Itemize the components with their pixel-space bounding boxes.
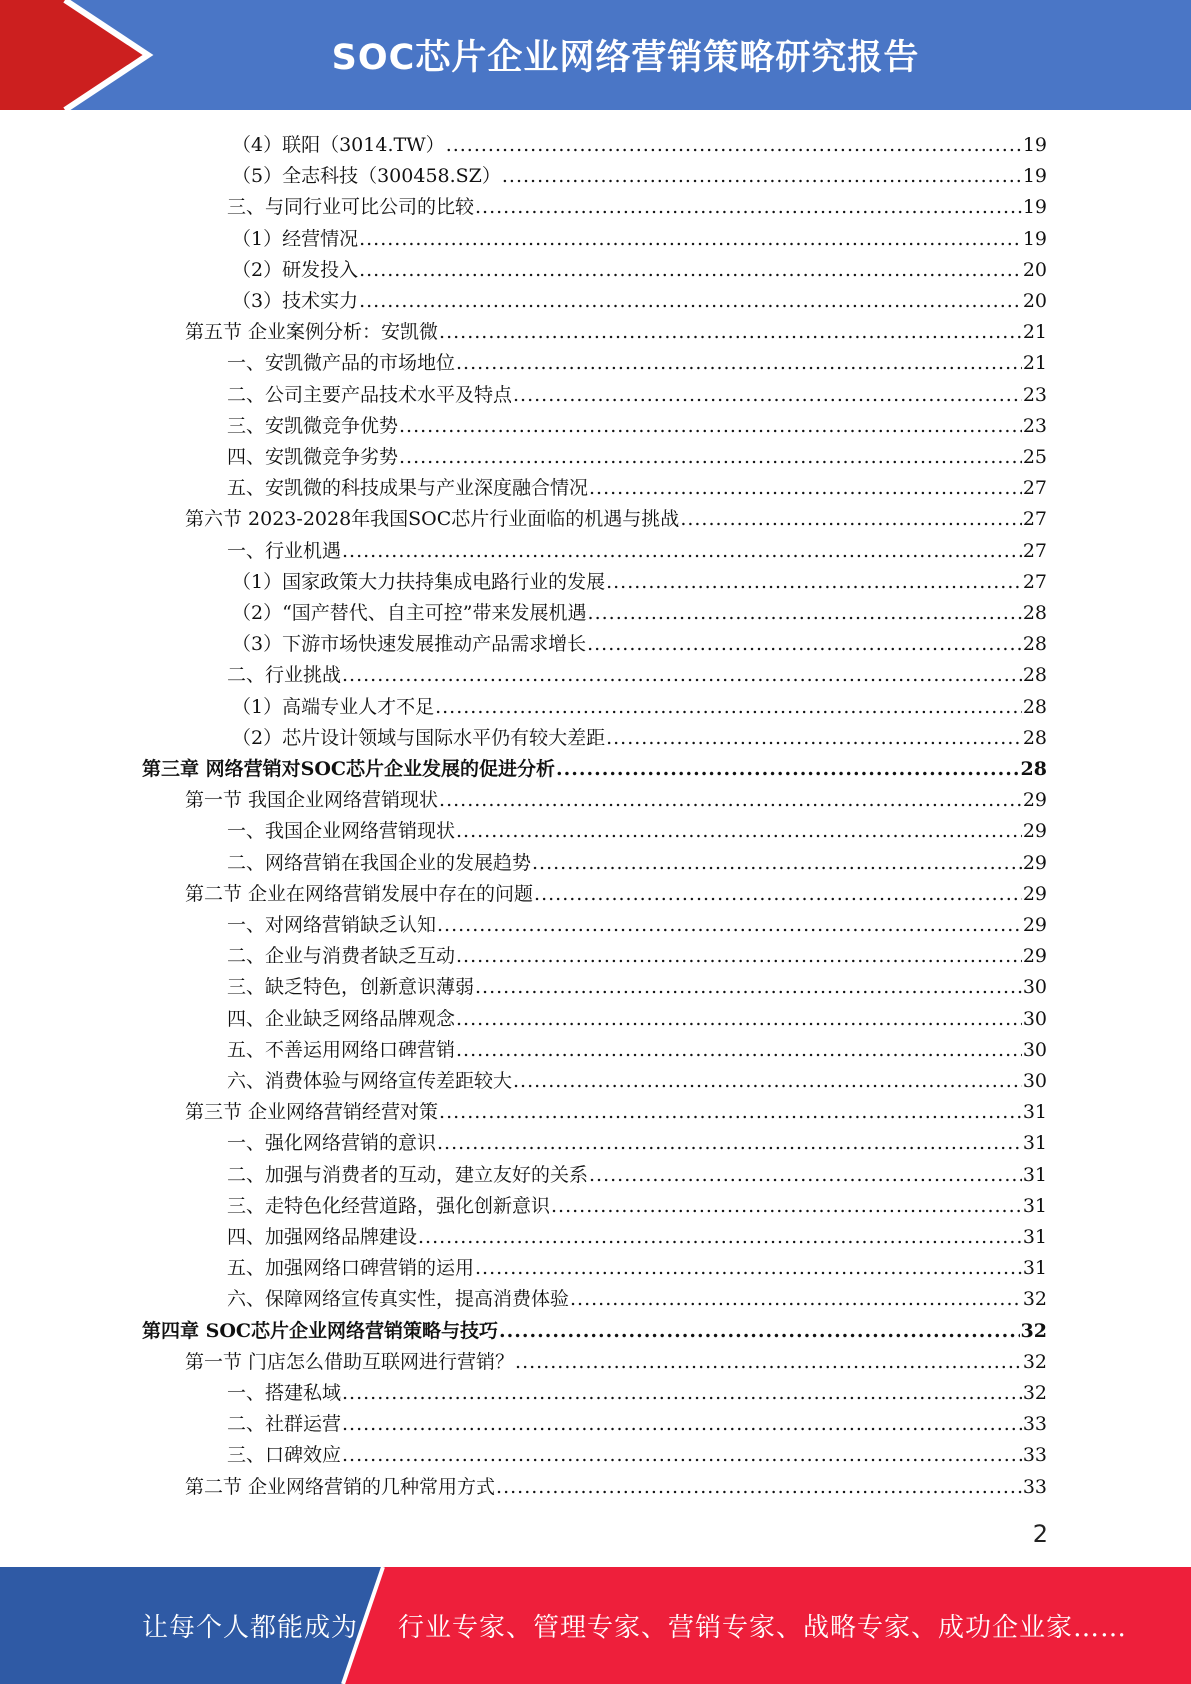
toc-leader-dots <box>359 227 1022 251</box>
toc-leader-dots <box>589 1163 1022 1187</box>
toc-leader-dots <box>418 1225 1022 1249</box>
toc-entry[interactable] <box>227 656 1047 687</box>
toc-entry[interactable] <box>227 906 1047 937</box>
toc-entry-title: 一、我国企业网络营销现状 <box>227 820 456 843</box>
toc-leader-dots <box>475 195 1022 219</box>
toc-entry-page: 29 <box>1022 789 1047 812</box>
toc-entry-page: 30 <box>1022 1038 1047 1061</box>
toc-entry[interactable] <box>232 157 1047 188</box>
toc-entry[interactable] <box>227 188 1047 219</box>
toc-entry-title: 三、走特色化经营道路，强化创新意识 <box>227 1194 551 1217</box>
toc-entry-title: 第二节 企业网络营销的几种常用方式 <box>185 1475 496 1498</box>
toc-entry-page: 31 <box>1022 1132 1047 1155</box>
toc-entry[interactable] <box>185 781 1047 812</box>
toc-leader-dots <box>437 913 1022 937</box>
toc-leader-dots <box>606 726 1022 750</box>
toc-leader-dots <box>475 1256 1022 1280</box>
toc-entry[interactable] <box>142 750 1047 781</box>
toc-leader-dots <box>532 851 1022 875</box>
toc-entry-page: 27 <box>1022 477 1047 500</box>
toc-entry[interactable] <box>185 1343 1047 1374</box>
toc-leader-dots <box>556 757 1020 781</box>
toc-entry-page: 20 <box>1022 258 1047 281</box>
toc-entry-title: 六、消费体验与网络宣传差距较大 <box>227 1070 513 1092</box>
toc-entry-title: 一、强化网络营销的意识 <box>227 1132 437 1155</box>
toc-entry-title: 二、公司主要产品技术水平及特点 <box>227 383 513 406</box>
toc-entry[interactable] <box>227 1374 1047 1405</box>
toc-entry-page: 30 <box>1022 1070 1047 1092</box>
toc-entry-page: 31 <box>1022 1226 1047 1248</box>
toc-leader-dots <box>342 1443 1022 1467</box>
footer-slogan-right: 行业专家、管理专家、营销专家、战略专家、成功企业家…… <box>398 1613 1128 1643</box>
toc-entry-page: 23 <box>1022 414 1047 437</box>
toc-entry-title: 五、加强网络口碑营销的运用 <box>227 1257 475 1280</box>
toc-entry-page: 28 <box>1022 633 1047 656</box>
toc-leader-dots <box>456 1038 1022 1062</box>
toc-entry[interactable] <box>232 625 1047 656</box>
toc-entry[interactable] <box>227 968 1047 999</box>
toc-entry[interactable] <box>232 282 1047 313</box>
toc-entry[interactable] <box>227 344 1047 375</box>
toc-leader-dots <box>439 320 1022 344</box>
toc-entry-page: 29 <box>1022 914 1047 936</box>
toc-leader-dots <box>588 601 1022 625</box>
toc-entry-title: （2）“国产替代、自主可控”带来发展机遇 <box>232 602 587 624</box>
toc-entry-title: （3）技术实力 <box>232 290 359 312</box>
report-title: SOC芯片企业网络营销策略研究报告 <box>331 38 920 78</box>
toc-entry-page: 30 <box>1022 976 1047 999</box>
toc-leader-dots <box>342 663 1022 687</box>
toc-entry-title: （1）国家政策大力扶持集成电路行业的发展 <box>232 570 606 593</box>
toc-entry-title: （5）全志科技（300458.SZ） <box>232 165 501 188</box>
toc-entry[interactable] <box>227 1249 1047 1280</box>
toc-leader-dots <box>499 1319 1020 1343</box>
toc-entry[interactable] <box>227 937 1047 968</box>
toc-entry-title: 五、不善运用网络口碑营销 <box>227 1038 456 1061</box>
toc-entry[interactable] <box>185 313 1047 344</box>
toc-entry-page: 28 <box>1022 602 1047 624</box>
toc-entry-title: 三、缺乏特色，创新意识薄弱 <box>227 976 475 999</box>
toc-leader-dots <box>551 1194 1022 1218</box>
toc-entry[interactable] <box>185 500 1047 531</box>
toc-entry[interactable] <box>227 1405 1047 1436</box>
toc-entry-page: 30 <box>1022 1007 1047 1030</box>
toc-leader-dots <box>446 133 1022 157</box>
toc-leader-dots <box>437 1131 1022 1155</box>
toc-entry-title: 第一节 我国企业网络营销现状 <box>185 789 439 812</box>
toc-entry-title: 一、搭建私域 <box>227 1382 342 1404</box>
toc-leader-dots <box>680 507 1022 531</box>
toc-entry-title: （1）经营情况 <box>232 227 359 250</box>
toc-entry-page: 29 <box>1022 882 1047 905</box>
toc-entry-page: 32 <box>1020 1319 1047 1342</box>
toc-entry-title: （3）下游市场快速发展推动产品需求增长 <box>232 633 587 656</box>
toc-entry[interactable] <box>232 563 1047 594</box>
toc-entry[interactable] <box>227 1000 1047 1031</box>
toc-entry-page: 33 <box>1022 1413 1047 1436</box>
toc-entry-page: 19 <box>1022 134 1047 156</box>
toc-entry[interactable] <box>227 1124 1047 1155</box>
toc-entry-title: 第三节 企业网络营销经营对策 <box>185 1101 439 1124</box>
toc-entry-title: 二、行业挑战 <box>227 664 342 687</box>
toc-entry-page: 27 <box>1022 570 1047 593</box>
toc-leader-dots <box>399 414 1022 438</box>
toc-entry[interactable] <box>185 1468 1047 1499</box>
toc-entry-page: 19 <box>1022 227 1047 250</box>
toc-entry[interactable] <box>227 1187 1047 1218</box>
toc-entry[interactable] <box>232 719 1047 750</box>
toc-entry-title: 二、加强与消费者的互动，建立友好的关系 <box>227 1163 589 1186</box>
toc-entry-page: 28 <box>1022 664 1047 687</box>
toc-entry[interactable] <box>227 1218 1047 1249</box>
toc-entry-page: 28 <box>1022 726 1047 749</box>
toc-leader-dots <box>606 570 1022 594</box>
toc-leader-dots <box>359 289 1022 313</box>
toc-entry-title: 四、安凯微竞争劣势 <box>227 446 399 468</box>
toc-leader-dots <box>456 944 1022 968</box>
toc-entry[interactable] <box>227 532 1047 563</box>
toc-entry-page: 25 <box>1022 446 1047 468</box>
toc-entry-title: （2）研发投入 <box>232 258 359 281</box>
toc-entry-page: 27 <box>1022 539 1047 562</box>
toc-entry-page: 21 <box>1022 352 1047 375</box>
toc-entry[interactable] <box>227 376 1047 407</box>
toc-entry[interactable] <box>227 1436 1047 1467</box>
toc-leader-dots <box>359 258 1022 282</box>
toc-entry-page: 32 <box>1022 1382 1047 1404</box>
toc-leader-dots <box>439 1100 1022 1124</box>
toc-entry-title: 三、口碑效应 <box>227 1444 342 1467</box>
toc-entry-title: （4）联阳（3014.TW） <box>232 134 445 156</box>
toc-entry-page: 31 <box>1022 1101 1047 1124</box>
toc-entry[interactable] <box>232 251 1047 282</box>
toc-entry[interactable] <box>227 1156 1047 1187</box>
toc-leader-dots <box>456 819 1022 843</box>
page-header <box>0 0 1191 110</box>
toc-entry-page: 20 <box>1022 290 1047 312</box>
toc-leader-dots <box>570 1287 1022 1311</box>
toc-entry-title: 第六节 2023-2028年我国SOC芯片行业面临的机遇与挑战 <box>185 508 680 531</box>
toc-entry-page: 23 <box>1022 383 1047 406</box>
toc-entry[interactable] <box>142 1312 1047 1343</box>
toc-entry-title: 六、保障网络宣传真实性，提高消费体验 <box>227 1288 570 1311</box>
toc-leader-dots <box>435 695 1022 719</box>
toc-leader-dots <box>399 445 1022 469</box>
toc-entry-title: 三、安凯微竞争优势 <box>227 414 399 437</box>
toc-entry[interactable] <box>227 1031 1047 1062</box>
toc-leader-dots <box>342 1412 1022 1436</box>
toc-entry-title: （1）高端专业人才不足 <box>232 695 435 718</box>
toc-entry-title: 二、网络营销在我国企业的发展趋势 <box>227 851 532 874</box>
toc-entry-title: 二、企业与消费者缺乏互动 <box>227 945 456 968</box>
toc-leader-dots <box>342 1381 1022 1405</box>
toc-leader-dots <box>515 1350 1022 1374</box>
toc-leader-dots <box>513 1069 1022 1093</box>
toc-entry-page: 32 <box>1022 1350 1047 1373</box>
toc-leader-dots <box>534 882 1022 906</box>
toc-entry-page: 33 <box>1022 1475 1047 1498</box>
toc-entry-title: 一、对网络营销缺乏认知 <box>227 914 437 936</box>
toc-entry-title: 一、行业机遇 <box>227 539 342 562</box>
toc-entry-title: 二、社群运营 <box>227 1413 342 1436</box>
page-number: 2 <box>1032 1520 1048 1548</box>
toc-entry-page: 31 <box>1022 1257 1047 1280</box>
toc-entry-title: 一、安凯微产品的市场地位 <box>227 352 456 375</box>
toc-entry-page: 33 <box>1022 1444 1047 1467</box>
toc-leader-dots <box>502 164 1022 188</box>
toc-entry-page: 19 <box>1022 196 1047 219</box>
toc-entry-title: 第二节 企业在网络营销发展中存在的问题 <box>185 882 534 905</box>
toc-entry-page: 21 <box>1022 321 1047 344</box>
toc-entry[interactable] <box>232 220 1047 251</box>
toc-entry-title: 第四章 SOC芯片企业网络营销策略与技巧 <box>142 1319 499 1342</box>
toc-leader-dots <box>342 539 1022 563</box>
toc-entry-page: 31 <box>1022 1163 1047 1186</box>
toc-entry[interactable] <box>227 469 1047 500</box>
toc-entry-page: 29 <box>1022 945 1047 968</box>
toc-entry[interactable] <box>185 875 1047 906</box>
toc-entry-page: 27 <box>1022 508 1047 531</box>
toc-entry[interactable] <box>227 407 1047 438</box>
toc-entry[interactable] <box>227 1280 1047 1311</box>
toc-entry-title: 三、与同行业可比公司的比较 <box>227 196 475 219</box>
toc-entry[interactable] <box>227 438 1047 469</box>
toc-entry[interactable] <box>232 126 1047 157</box>
toc-entry-page: 32 <box>1022 1288 1047 1311</box>
toc-entry-title: （2）芯片设计领域与国际水平仍有较大差距 <box>232 726 606 749</box>
toc-entry[interactable] <box>227 1062 1047 1093</box>
toc-leader-dots <box>439 788 1022 812</box>
toc-leader-dots <box>589 476 1022 500</box>
page-footer <box>0 1567 1191 1684</box>
toc-leader-dots <box>496 1475 1022 1499</box>
toc-entry[interactable] <box>232 688 1047 719</box>
toc-entry[interactable] <box>227 844 1047 875</box>
toc-entry-title: 第三章 网络营销对SOC芯片企业发展的促进分析 <box>142 758 556 780</box>
toc-entry[interactable] <box>185 1093 1047 1124</box>
toc-entry-page: 31 <box>1022 1194 1047 1217</box>
toc-entry-title: 四、加强网络品牌建设 <box>227 1226 418 1248</box>
toc-entry-title: 四、企业缺乏网络品牌观念 <box>227 1007 456 1030</box>
toc-entry[interactable] <box>227 812 1047 843</box>
toc-entry-page: 29 <box>1022 820 1047 843</box>
toc-entry-page: 29 <box>1022 851 1047 874</box>
toc-entry-page: 28 <box>1022 695 1047 718</box>
footer-slogan-left: 让每个人都能成为 <box>142 1613 359 1643</box>
toc-entry[interactable] <box>232 594 1047 625</box>
toc-leader-dots <box>456 351 1022 375</box>
toc-entry-title: 第五节 企业案例分析：安凯微 <box>185 321 439 344</box>
toc-leader-dots <box>475 975 1022 999</box>
toc-entry-title: 第一节 门店怎么借助互联网进行营销？ <box>185 1350 515 1373</box>
toc-entry-page: 19 <box>1022 165 1047 188</box>
toc-entry-title: 五、安凯微的科技成果与产业深度融合情况 <box>227 477 589 500</box>
toc-leader-dots <box>456 1007 1022 1031</box>
toc-leader-dots <box>513 383 1022 407</box>
toc-entry-page: 28 <box>1020 758 1047 780</box>
toc-leader-dots <box>587 632 1022 656</box>
